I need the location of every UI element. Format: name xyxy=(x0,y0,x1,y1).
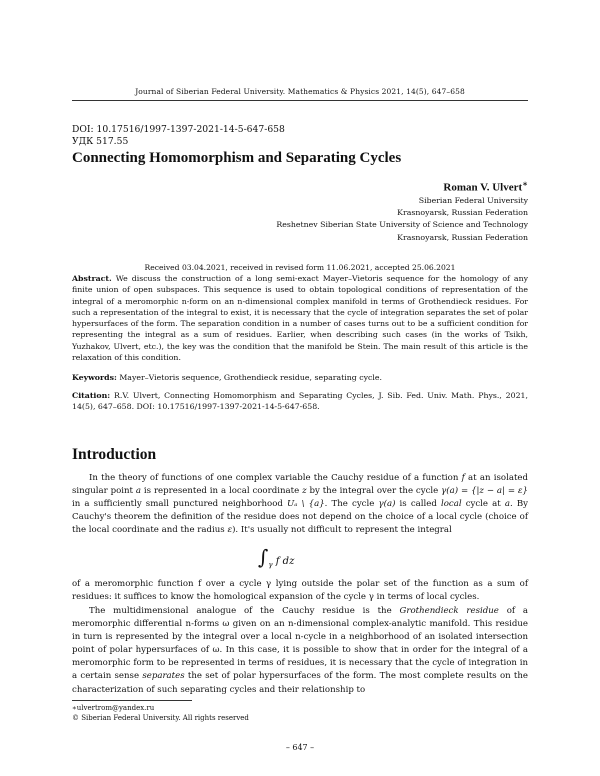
header-rule xyxy=(72,100,528,101)
math-symbol: a xyxy=(504,499,510,510)
affiliation-line: Siberian Federal University xyxy=(418,196,528,205)
paragraph-1 xyxy=(72,472,528,537)
keywords-label: Keywords: xyxy=(72,373,117,382)
citation-text: R.V. Ulvert, Connecting Homomorphism and Separating Cycles, J. Sib. Fed. Univ. Math. Phys., 2021, 14(5), 647–658. DOI: 10.17516/1997-1397-2021-14-5-647-658. xyxy=(72,391,528,412)
text-run: In the theory of functions of one complex variable the Cauchy residue of a function xyxy=(89,473,462,483)
math-expression: Uₐ \ {a} xyxy=(287,499,325,510)
text-run: of a meromorphic differential n-forms ω given on an n-dimensional complex-analytic manifold. This residue in turn is represented by the integral over a local n-cycle in a neighborhood of an isolated intersection point of polar hypersurfaces of ω. In this case, it is possible to show that in order for the integral of a meromorphic form to be represented in terms of residues, it is necessary that the cycle of integration in a certain sense xyxy=(72,606,528,682)
footnote-rule xyxy=(72,700,192,701)
author xyxy=(443,180,528,194)
integral-formula xyxy=(258,545,294,569)
doi: DOI: 10.17516/1997-1397-2021-14-5-647-658 xyxy=(72,124,285,135)
math-expression: γ(a) = {|z − a| = ε} xyxy=(441,486,528,497)
footnote-email: ∗ulvertrom@yandex.ru xyxy=(72,704,155,712)
text-run: cycle at xyxy=(461,499,505,510)
paragraph-2: of a meromorphic function f over a cycle γ lying outside the polar set of the function as a sum of residues: it suffices to know the homological expansion of the cycle γ in terms of local cycles. xyxy=(72,579,528,603)
text-run: is called xyxy=(395,499,441,510)
math-symbol: f xyxy=(461,473,465,483)
footnote-copyright: © Siberian Federal University. All rights reserved xyxy=(72,714,249,722)
text-run: by the integral over the cycle xyxy=(306,486,442,497)
received-dates: Received 03.04.2021, received in revised form 11.06.2021, accepted 25.06.2021 xyxy=(144,263,456,272)
paper-title: Connecting Homomorphism and Separating Cycles xyxy=(72,150,402,166)
math-symbol: ε xyxy=(227,525,233,536)
affiliation-line: Reshetnev Siberian State University of Science and Technology xyxy=(276,220,528,229)
math-symbol: a xyxy=(135,486,142,497)
text-run: at an isolated singular point xyxy=(72,473,528,497)
section-heading: Introduction xyxy=(72,446,157,463)
abstract-text: We discuss the construction of a long semi-exact Mayer–Vietoris sequence for the homology of any finite union of open subspaces. This sequence is used to obtain topological conditions of representation of the integral of a meromorphic n-form on an n-dimensional complex manifold in terms of Grothendieck residues. For such a representation of the integral to exist, it is necessary that the cycle of integration separates the set of polar hypersurfaces of the form. The separation condition in a number of cases turns out to be a sufficient condition for representing the integral as a sum of residues. Earlier, when describing such cases (in the works of Tsikh, Yuzhakov, Ulvert, etc.), the key was the condition that the manifold be Stein. The main result of this article is the relaxation of this condition. xyxy=(72,274,528,363)
abstract xyxy=(72,273,528,363)
integral-sign: ∫ xyxy=(258,545,269,569)
integral-subscript: γ xyxy=(268,561,273,569)
text-run: the set of polar hypersurfaces of the form. The most complete results on the characterization of such separating cycles and their relationship to xyxy=(72,671,528,695)
author-footnote-mark: ∗ xyxy=(522,180,528,188)
text-run: The multidimensional analogue of the Cauchy residue is the xyxy=(89,606,400,616)
udc: УДК 517.55 xyxy=(72,136,129,147)
text-run: in a sufficiently small punctured neighborhood xyxy=(72,499,287,510)
journal-header: Journal of Siberian Federal University. Mathematics & Physics 2021, 14(5), 647–658 xyxy=(135,87,465,96)
text-run: is represented in a local coordinate xyxy=(141,486,303,497)
text-run: ). It's usually not difficult to represent the integral xyxy=(232,525,452,536)
math-symbol: z xyxy=(302,486,307,497)
text-run: . By Cauchy's theorem the definition of the residue does not depend on the choice of a local cycle (choice of the local coordinate and the radius xyxy=(72,499,528,536)
emphasis: local xyxy=(440,499,462,510)
emphasis: separates xyxy=(142,671,185,682)
affiliation-line: Krasnoyarsk, Russian Federation xyxy=(397,233,528,242)
author-name: Roman V. Ulvert xyxy=(443,181,523,194)
math-expression: γ(a) xyxy=(378,499,396,510)
affiliation-line: Krasnoyarsk, Russian Federation xyxy=(397,208,528,217)
integrand: f dz xyxy=(275,556,295,567)
emphasis: Grothendieck residue xyxy=(399,606,499,616)
keywords-text: Mayer–Vietoris sequence, Grothendieck residue, separating cycle. xyxy=(119,373,382,382)
citation-label: Citation: xyxy=(72,391,111,400)
citation xyxy=(72,390,528,413)
page-number: – 647 – xyxy=(285,743,315,752)
text-run: . The cycle xyxy=(324,499,379,510)
paragraph-3 xyxy=(72,605,528,697)
abstract-label: Abstract. xyxy=(72,274,112,283)
keywords xyxy=(72,373,528,382)
